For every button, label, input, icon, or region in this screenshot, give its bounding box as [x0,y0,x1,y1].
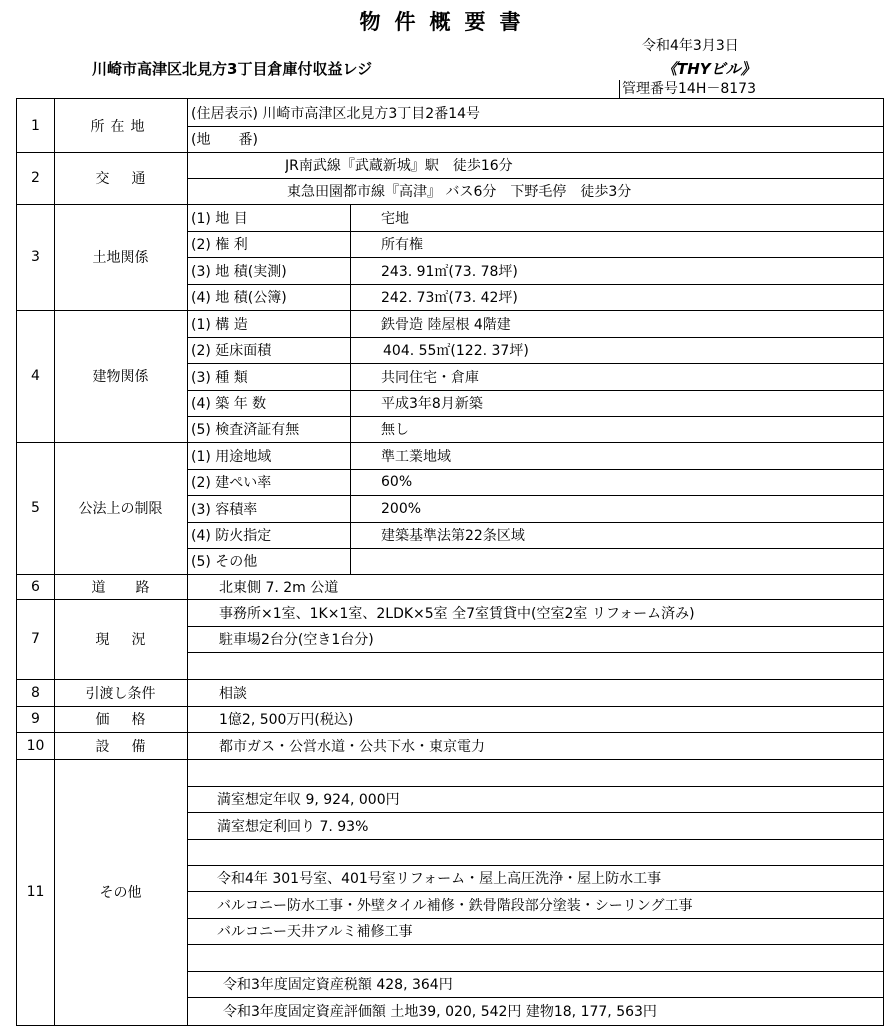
status-line-3 [219,652,881,679]
row-number: 9 [31,711,40,727]
land-value: 所有権 [381,237,423,253]
other-line [217,759,881,786]
legal-key: (3) 容積率 [191,501,258,518]
row-label-road: 道路 [91,579,180,596]
row-number: 4 [31,368,40,384]
row-number: 2 [31,170,40,186]
status-line-1: 事務所×1室、1K×1室、2LDK×5室 全7室賃貸中(空室2室 リフォーム済み) [219,605,695,622]
row-number: 3 [31,249,40,265]
handover-value: 相談 [219,685,247,702]
legal-value: 60% [381,474,413,490]
document-title: 物件概要書 [359,10,535,34]
legal-value: 準工業地域 [381,448,451,465]
building-value: 鉄骨造 陸屋根 4階建 [381,316,511,333]
other-line: 令和3年度固定資産税額 428, 364円 [223,977,453,993]
row-label-other: その他 [99,885,142,901]
document-date: 令和4年3月3日 [642,38,739,54]
legal-key: (1) 用途地域 [191,448,272,465]
other-line: 令和3年度固定資産評価額 土地39, 020, 542円 建物18, 177, 563円 [223,1003,657,1020]
legal-value: 200% [381,500,422,517]
other-line [217,944,881,971]
other-line: 満室想定年収 9, 924, 000円 [217,792,400,808]
price-value: 1億2, 500万円(税込) [219,712,354,728]
col-divider-subkey [350,204,351,574]
row-number: 5 [31,500,40,516]
row-label-current-status: 現況 [95,632,168,648]
building-key: (1) 構 造 [191,316,248,333]
legal-key: (2) 建ぺい率 [191,475,272,491]
col-divider-label [187,99,188,1025]
row-number: 1 [31,117,40,134]
row-label-price: 価格 [95,712,168,728]
property-summary-table [16,98,884,1026]
building-value: 平成3年8月新築 [381,396,483,412]
row-number: 7 [31,631,40,647]
row-label-land: 土地関係 [92,250,149,266]
other-line: バルコニー防水工事・外壁タイル補修・鉄骨階段部分塗装・シーリング工事 [217,897,693,914]
building-value: 無し [381,422,409,438]
row-label-access: 交通 [95,171,168,187]
row-label-facilities: 設備 [95,738,168,755]
building-name: 《THYビル》 [662,60,756,78]
other-line [217,839,881,865]
legal-key: (5) その他 [191,554,258,570]
building-key: (2) 延床面積 [191,343,272,359]
land-key: (1) 地 目 [191,210,248,227]
other-line: 令和4年 301号室、401号室リフォーム・屋上高圧洗浄・屋上防水工事 [217,871,662,887]
access-line-1: JR南武線『武蔵新城』駅 徒歩16分 [285,158,513,174]
building-value: 404. 55㎡(122. 37坪) [383,343,529,359]
land-key: (3) 地 積(実測) [191,263,287,280]
building-key: (5) 検査済証有無 [191,422,300,438]
row-number: 11 [26,884,45,900]
row-label-building: 建物関係 [92,369,149,385]
other-line: 満室想定利回り 7. 93% [217,818,369,835]
other-line: バルコニー天井アルミ補修工事 [217,924,413,940]
row-label-legal-restrictions: 公法上の制限 [78,501,163,517]
land-value: 宅地 [381,210,409,227]
row-label-handover: 引渡し条件 [85,685,156,702]
legal-value [381,548,881,574]
facilities-value: 都市ガス・公営水道・公共下水・東京電力 [219,738,485,755]
land-value: 242. 73㎡(73. 42坪) [381,290,518,306]
location-address: (住居表示) 川崎市高津区北見方3丁目2番14号 [191,105,481,122]
legal-key: (4) 防火指定 [191,528,272,544]
road-value: 北東側 7. 2m 公道 [219,579,339,596]
land-value: 243. 91㎡(73. 78坪) [381,263,518,280]
location-lot-number: (地 番) [191,132,258,148]
building-value: 共同住宅・倉庫 [381,369,479,386]
building-key: (4) 築 年 数 [191,396,267,412]
legal-value: 建築基準法第22条区域 [381,528,525,544]
row-label-location: 所在地 [90,118,151,135]
row-number: 6 [31,578,40,595]
building-key: (3) 種 類 [191,369,248,386]
row-number: 8 [31,684,40,701]
access-line-2: 東急田園都市線『高津』 バス6分 下野毛停 徒歩3分 [287,184,632,200]
status-line-2: 駐車場2台分(空き1台分) [219,632,374,648]
row-number: 10 [26,737,45,754]
land-key: (4) 地 積(公簿) [191,290,287,306]
land-key: (2) 権 利 [191,237,248,253]
property-name: 川崎市高津区北見方3丁目倉庫付収益レジ [92,60,373,78]
management-number: 管理番号14H－8173 [619,80,756,98]
